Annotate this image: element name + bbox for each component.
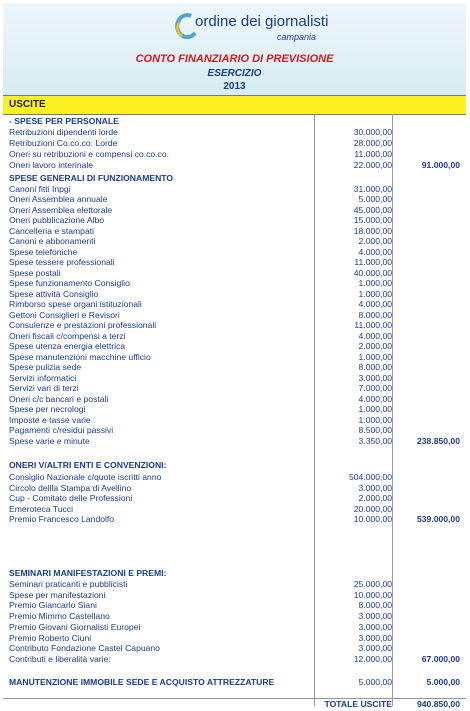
table-row (3, 362, 466, 372)
table-row (3, 579, 466, 589)
table-row (3, 160, 466, 170)
exercise-year: 2013 (223, 81, 246, 92)
item-description: Spese varie e minute (9, 435, 90, 446)
item-description: Servizi informatici (9, 372, 77, 383)
item-amount: 8.000,00 (358, 309, 392, 320)
item-amount: 8.500,00 (358, 425, 392, 435)
item-description: Consiglio Nazionale c/quote iscritti anno (9, 472, 162, 482)
item-description: Oneri lavoro interinale (9, 160, 94, 170)
table-row (3, 310, 466, 320)
total-value: 940.850,00 (416, 699, 460, 709)
table-row (3, 590, 466, 600)
item-description: Spese tessere professionali (9, 257, 115, 267)
item-description: Oneri fiscali c/compensi a terzi (9, 330, 126, 341)
item-description: Premio Mimmo Castellano (9, 611, 110, 622)
item-amount: 3.000,00 (358, 643, 392, 654)
logo-swirl-icon (175, 13, 197, 39)
item-amount: 22.000,00 (353, 160, 392, 170)
org-region: campania (277, 32, 317, 42)
table-row (3, 425, 466, 435)
table-row (3, 483, 466, 493)
org-logo (175, 11, 350, 47)
item-description: Premio Giancarlo Siani (9, 600, 97, 611)
item-description: Gettoni Consiglieri e Revisori (9, 309, 120, 320)
item-description: Contributo Fondazione Castel Capuano (9, 643, 160, 654)
table-row (3, 514, 466, 524)
table-row (3, 633, 466, 643)
item-description: Canoni fitti Inpgi (9, 183, 71, 194)
section-subtotal: 238.850,00 (416, 435, 460, 446)
section-heading-row (3, 460, 466, 470)
section-label: USCITE (9, 99, 46, 110)
item-amount: 3.000,00 (358, 621, 392, 632)
table-row (3, 352, 466, 362)
item-amount: 1.000,00 (358, 351, 392, 362)
item-amount: 1.000,00 (358, 404, 392, 414)
item-description: Pagamenti c/residui passivi (9, 425, 114, 435)
document-page (3, 3, 466, 709)
table-row (3, 205, 466, 215)
item-description: Spese pulizia sede (9, 362, 82, 372)
item-description: Rimborso spese organi istituzionali (9, 299, 142, 309)
item-description: Cancelleria e stampati (9, 225, 95, 236)
section-band (3, 95, 466, 115)
item-amount: 10.000,00 (353, 514, 392, 525)
item-amount: 8.000,00 (358, 362, 392, 372)
table-row (3, 643, 466, 653)
item-amount: 2.000,00 (358, 493, 392, 504)
item-description: Circolo dellla Stampa di Avellino (9, 482, 132, 493)
section-subtotal: 539.000,00 (416, 514, 460, 525)
section-subtotal: 91.000,00 (421, 160, 460, 170)
item-description: Spese manutenzioni macchine ufficio (9, 351, 151, 362)
item-description: Spese per necrologi (9, 404, 86, 414)
item-description: Spese attività Consiglio (9, 288, 99, 299)
item-amount: 30.000,00 (353, 127, 392, 137)
total-row (3, 698, 466, 710)
item-amount: 504.000,00 (348, 472, 392, 482)
table-row (3, 404, 466, 414)
item-description: Servizi vari di terzi (9, 383, 79, 393)
item-description: Cup - Comitato delle Professioni (9, 493, 133, 504)
table-row (3, 257, 466, 267)
table-row (3, 184, 466, 194)
item-amount: 40.000,00 (353, 267, 392, 278)
table-row (3, 504, 466, 514)
item-description: Oneri Assemblea annuale (9, 194, 108, 204)
table-row (3, 247, 466, 257)
item-description: Canoni e abbonamenti (9, 236, 96, 246)
item-amount: 3.000,00 (358, 482, 392, 493)
document-header (3, 3, 466, 95)
item-amount: 4.000,00 (358, 299, 392, 309)
table-row (3, 436, 466, 446)
table-row (3, 226, 466, 236)
item-amount: 11.000,00 (354, 149, 392, 159)
table-row (3, 215, 466, 225)
item-amount: 10.000,00 (353, 589, 392, 600)
item-amount: 18.000,00 (353, 225, 392, 236)
table-row (3, 320, 466, 330)
item-amount: 7.000,00 (358, 383, 392, 393)
table-row (3, 654, 466, 664)
item-description: Spese per manifestazioni (9, 589, 106, 600)
item-description: Emeroteca Tucci (9, 503, 73, 514)
item-amount: 45.000,00 (353, 204, 392, 215)
item-description: Spese telefoniche (9, 246, 78, 257)
item-description: Oneri su retribuzioni e compensi co.co.co. (9, 149, 170, 159)
item-amount: 8.000,00 (358, 600, 392, 611)
exercise-label: ESERCIZIO (207, 68, 262, 79)
table-row (3, 299, 466, 309)
item-amount: 3.000,00 (358, 372, 392, 383)
item-amount: 3.000,00 (358, 632, 392, 643)
section-heading-row (3, 568, 466, 578)
table-row (3, 341, 466, 351)
table-row (3, 493, 466, 503)
table-row (3, 394, 466, 404)
item-amount: 1.000,00 (358, 278, 392, 288)
item-description: Oneri pubblicazione Albo (9, 215, 105, 225)
table-row (3, 127, 466, 137)
item-amount: 3.350,00 (358, 435, 392, 446)
item-description: Retribuzioni Co.co.co. Lorde (9, 138, 118, 148)
item-amount: 31.000,00 (353, 183, 392, 194)
table-row (3, 149, 466, 159)
section-subtotal: 67.000,00 (421, 653, 460, 664)
section-heading: - SPESE PER PERSONALE (9, 116, 119, 126)
item-description: Consulenze e prestazioni professionali (9, 320, 157, 330)
section-heading: SEMINARI MANIFESTAZIONI E PREMI: (9, 568, 167, 578)
item-description: Premio Roberto Ciuni (9, 632, 92, 643)
section-heading-row (3, 116, 466, 126)
item-amount: 1.000,00 (358, 414, 392, 425)
item-amount: 5.000,00 (358, 194, 392, 204)
item-amount: 3.000,00 (358, 611, 392, 622)
table-row (3, 611, 466, 621)
item-description: Spese utenza energia elettrica (9, 341, 126, 351)
section-subtotal: 5.000,00 (426, 677, 460, 687)
section-heading-row (3, 677, 466, 687)
table-row (3, 278, 466, 288)
item-amount: 11.000,00 (354, 257, 392, 267)
item-amount: 1.000,00 (358, 288, 392, 299)
section-heading: SPESE GENERALI DI FUNZIONAMENTO (9, 173, 174, 183)
org-name: ordine dei giornalisti (195, 13, 329, 30)
total-label: TOTALE USCITE (324, 699, 392, 709)
table-row (3, 472, 466, 482)
item-amount: 25.000,00 (353, 579, 392, 589)
section-heading-row (3, 173, 466, 183)
item-description: Retribuzioni dipendenti lorde (9, 127, 118, 137)
item-amount: 2.000,00 (358, 236, 392, 246)
item-description: Premio Francesco Landolfo (9, 514, 115, 525)
item-description: Seminari praticanti e pubblicisti (9, 579, 128, 589)
item-amount: 15.000,00 (353, 215, 392, 225)
table-row (3, 415, 466, 425)
table-row (3, 383, 466, 393)
item-amount: 28.000,00 (353, 138, 392, 148)
item-description: Oneri Assemblea elettorale (9, 204, 113, 215)
table-row (3, 138, 466, 148)
item-description: Oneri c/c bancari e postali (9, 393, 109, 404)
item-amount: 12.000,00 (353, 653, 392, 664)
table-row (3, 194, 466, 204)
item-amount: 4.000,00 (358, 393, 392, 404)
table-row (3, 331, 466, 341)
item-amount: 4.000,00 (358, 330, 392, 341)
item-description: Imposte e tasse varie (9, 414, 91, 425)
section-heading: MANUTENZIONE IMMOBILE SEDE E ACQUISTO ATTREZZATURE (9, 677, 275, 687)
item-amount: 20.000,00 (353, 503, 392, 514)
item-description: Spese postali (9, 267, 61, 278)
document-title: CONTO FINANZIARIO DI PREVISIONE (135, 53, 334, 65)
item-amount: 5.000,00 (358, 677, 392, 687)
item-amount: 2.000,00 (358, 341, 392, 351)
section-heading: ONERI V/ALTRI ENTI E CONVENZIONI: (9, 460, 167, 470)
item-amount: 4.000,00 (358, 246, 392, 257)
item-description: Premio Giovani Giornalisti Europei (9, 621, 141, 632)
table-row (3, 236, 466, 246)
item-description: Spese funzionamento Consiglio (9, 278, 130, 288)
item-amount: 11.000,00 (354, 320, 392, 330)
item-description: Contributi e liberalità varie: (9, 653, 111, 664)
table-row (3, 600, 466, 610)
table-row (3, 373, 466, 383)
table-row (3, 289, 466, 299)
table-row (3, 268, 466, 278)
table-row (3, 622, 466, 632)
